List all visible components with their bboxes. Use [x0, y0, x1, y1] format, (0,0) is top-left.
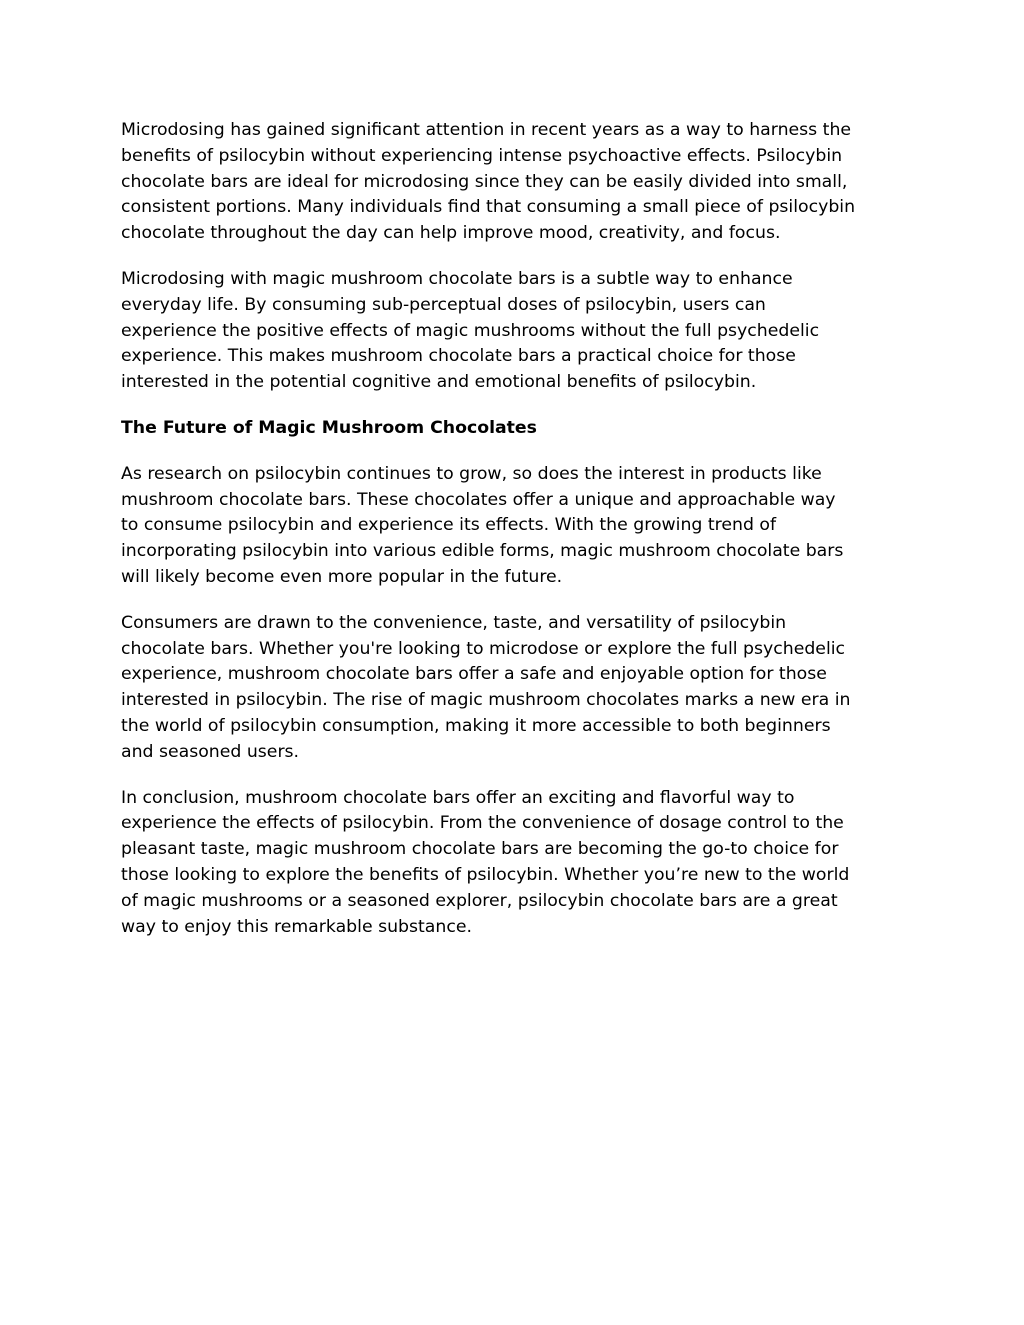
text-line: Microdosing with magic mushroom chocolate bars is a subtle way to enhance [121, 268, 793, 289]
paragraph-consumers [121, 611, 911, 766]
paragraph-microdosing-everyday [121, 267, 911, 396]
text-line: Consumers are drawn to the convenience, taste, and versatility of psilocybin [121, 612, 787, 633]
text-line: those looking to explore the benefits of psilocybin. Whether you’re new to the world [121, 864, 850, 885]
text-line: the world of psilocybin consumption, making it more accessible to both beginners [121, 715, 831, 736]
text-line: experience the effects of psilocybin. From the convenience of dosage control to the [121, 813, 844, 834]
paragraph-conclusion [121, 786, 911, 941]
text-line: chocolate bars are ideal for microdosing since they can be easily divided into small, [121, 171, 848, 192]
text-line: interested in the potential cognitive and emotional benefits of psilocybin. [121, 372, 757, 393]
paragraph-research [121, 462, 911, 591]
text-line: will likely become even more popular in the future. [121, 566, 563, 587]
text-line: incorporating psilocybin into various edible forms, magic mushroom chocolate bars [121, 541, 844, 562]
section-heading: The Future of Magic Mushroom Chocolates [121, 417, 537, 438]
text-line: way to enjoy this remarkable substance. [121, 916, 472, 937]
text-line: experience, mushroom chocolate bars offer a safe and enjoyable option for those [121, 664, 827, 685]
text-line: Microdosing has gained significant attention in recent years as a way to harness the [121, 120, 852, 140]
text-line: everyday life. By consuming sub-perceptual doses of psilocybin, users can [121, 294, 766, 315]
text-line: chocolate bars. Whether you're looking to microdose or explore the full psychedelic [121, 638, 846, 659]
text-line: interested in psilocybin. The rise of magic mushroom chocolates marks a new era in [121, 690, 851, 711]
text-line: benefits of psilocybin without experiencing intense psychoactive effects. Psilocybin [121, 145, 843, 166]
text-line: experience. This makes mushroom chocolate bars a practical choice for those [121, 346, 796, 367]
text-line: of magic mushrooms or a seasoned explorer, psilocybin chocolate bars are a great [121, 890, 838, 911]
text-line: consistent portions. Many individuals find that consuming a small piece of psilocybin [121, 197, 856, 218]
paragraph-microdosing-attention [121, 118, 911, 247]
text-line: to consume psilocybin and experience its effects. With the growing trend of [121, 515, 777, 536]
text-line: As research on psilocybin continues to grow, so does the interest in products like [121, 463, 822, 484]
text-line: and seasoned users. [121, 741, 300, 762]
text-line: pleasant taste, magic mushroom chocolate bars are becoming the go-to choice for [121, 839, 839, 860]
document-body [121, 118, 911, 960]
text-line: experience the positive effects of magic mushrooms without the full psychedelic [121, 320, 820, 341]
text-line: mushroom chocolate bars. These chocolates offer a unique and approachable way [121, 489, 836, 510]
text-line: chocolate throughout the day can help improve mood, creativity, and focus. [121, 223, 781, 244]
text-line: In conclusion, mushroom chocolate bars offer an exciting and flavorful way to [121, 787, 795, 808]
